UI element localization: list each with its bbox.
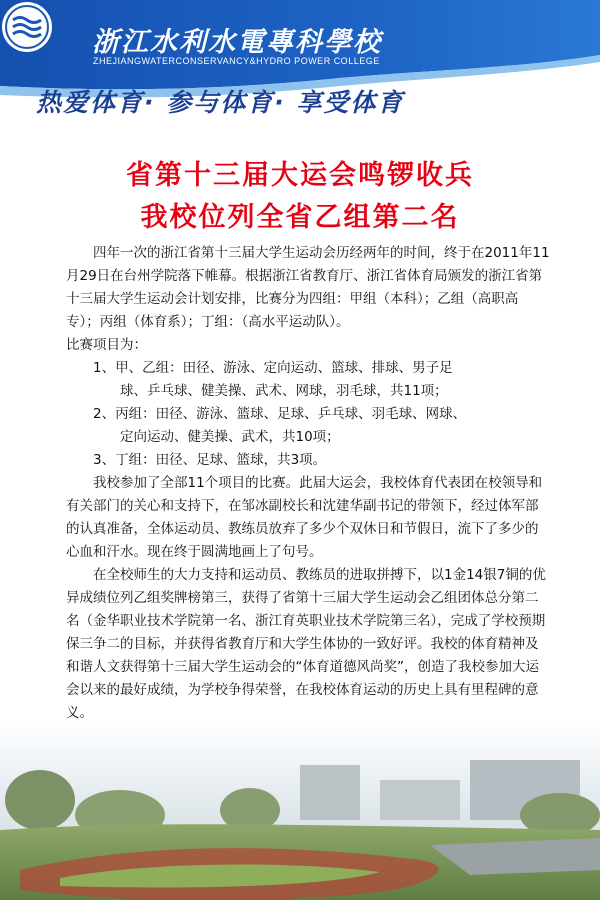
slogan: 热爱体育· 参与体育· 享受体育 bbox=[36, 88, 405, 117]
campus-photo-background bbox=[0, 720, 600, 900]
school-logo-icon bbox=[0, 0, 54, 54]
list-item-2-line-2: 定向运动、健美操、武术，共10项； bbox=[120, 429, 340, 445]
list-item-2-line-1: 2、丙组：田径、游泳、篮球、足球、乒乓球、羽毛球、网球、 bbox=[93, 406, 467, 422]
paragraph-participation: 我校参加了全部11个项目的比赛。此届大运会，我校体育代表团在校领导和有关部门的关心和支持下，在邹冰副校长和沈建华副书记的带领下，经过体军部的认真准备，全体运动员、教练员放弃了多少个双休日和节假日，流下了多少的心血和汗水。现在终于圆满地画上了句号。 bbox=[66, 475, 543, 560]
headline-line-2: 我校位列全省乙组第二名 bbox=[140, 202, 460, 233]
school-name-cn: 浙江水利水電專科學校 bbox=[92, 27, 382, 58]
paragraph-results: 在全校师生的大力支持和运动员、教练员的进取拼搏下，以1金14银7铜的优异成绩位列乙组奖牌榜第三，获得了省第十三届大学生运动会乙组团体总分第二名（金华职业技术学院第一名、浙江育英职业技术学院第三名），完成了学校预期保三争二的目标，并获得省教育厅和大学生体协的一致好评。我校的体育精神及和谐人文获得第十三届大学生运动会的“体育道德风尚奖”，创造了我校参加大运会以来的最好成绩，为学校争得荣誉，在我校体育运动的历史上具有里程碑的意义。 bbox=[66, 567, 546, 721]
headline-line-1: 省第十三届大运会鸣锣收兵 bbox=[126, 160, 474, 191]
list-item-1-line-1: 1、甲、乙组：田径、游泳、定向运动、篮球、排球、男子足 bbox=[93, 360, 453, 376]
list-item-1-line-2: 球、乒乓球、健美操、武术、网球，羽毛球，共11项； bbox=[120, 383, 448, 399]
paragraph-events-heading: 比赛项目为： bbox=[66, 337, 147, 353]
list-item-3: 3、丁组：田径、足球、篮球，共3项。 bbox=[93, 452, 327, 468]
article-body bbox=[66, 242, 550, 725]
header-banner bbox=[0, 0, 600, 117]
school-name-en: ZHEJIANGWATERCONSERVANCY&HYDRO POWER COLLEGE bbox=[93, 56, 380, 66]
paragraph-intro: 四年一次的浙江省第十三届大学生运动会历经两年的时间，终于在2011年11月29日在台州学院落下帷幕。根据浙江省教育厅、浙江省体育局颁发的浙江省第十三届大学生运动会计划安排，比赛分为四组：甲组（本科）；乙组（高职高专）；丙组（体育系）；丁组：（高水平运动队）。 bbox=[66, 245, 550, 330]
